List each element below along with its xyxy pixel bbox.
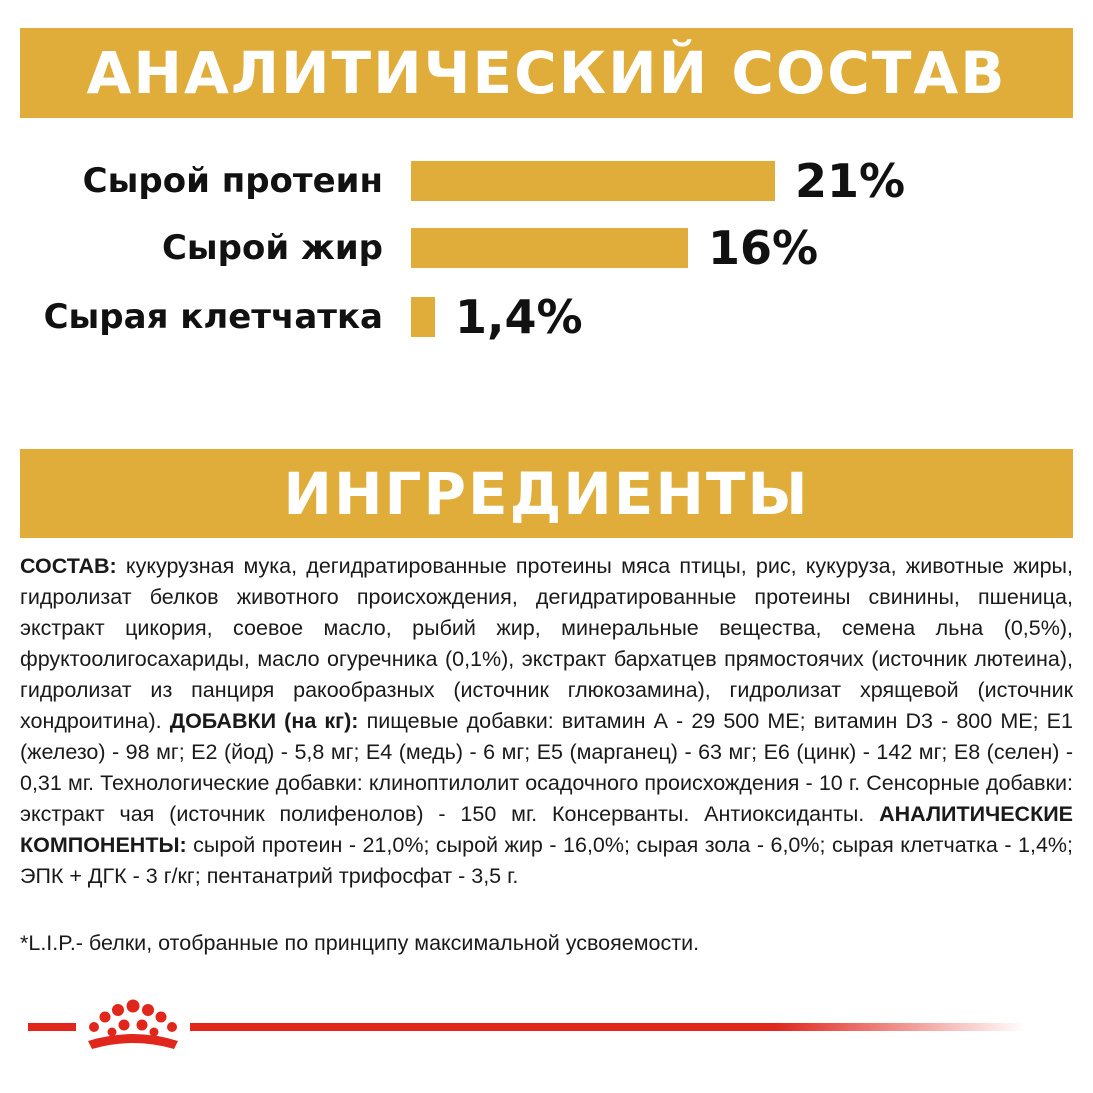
- additives-label: ДОБАВКИ (на кг):: [161, 709, 359, 733]
- footnote: *L.I.P.- белки, отобранные по принципу максимальной усвояемости.: [20, 931, 700, 955]
- analysis-row-fat: [0, 221, 1093, 275]
- ingredients-title: ИНГРЕДИЕНТЫ: [20, 449, 1073, 538]
- footer-red-line-right: [190, 1023, 1025, 1031]
- analysis-label: Сырая клетчатка: [43, 297, 383, 337]
- composition-text: кукурузная мука, дегидратированные протеины мяса птицы, рис, кукуруза, животные жиры, гидролизат белков животного происхождения, дегидратированные протеины свинины, пшеница, экстракт цикория, соевое масло, рыбий жир, минеральные вещества, семена льна (0,5%), фруктоолигосахариды, масло огуречника (0,1%), экстракт бархатцев прямостоячих (источник лютеина), гидролизат из панциря ракообразных (источник глюкозамина), гидролизат хрящевой (источник хондроитина).: [20, 554, 1073, 733]
- analysis-value: 1,4%: [455, 290, 583, 344]
- analysis-title: АНАЛИТИЧЕСКИЙ СОСТАВ: [20, 28, 1073, 118]
- analytic-components-label: АНАЛИТИЧЕСКИЕ КОМПОНЕНТЫ:: [20, 802, 1073, 857]
- analytic-components-text: сырой протеин - 21,0%; сырой жир - 16,0%; сырая зола - 6,0%; сырая клетчатка - 1,4%; ЭПК + ДГК - 3 г/кг; пентанатрий трифосфат - 3,5 г.: [20, 833, 1073, 888]
- analysis-bar: [411, 161, 775, 201]
- analysis-label: Сырой жир: [161, 228, 383, 268]
- analysis-bar: [411, 297, 435, 337]
- analysis-bar: [411, 228, 688, 268]
- analysis-row-protein: [0, 154, 1093, 208]
- additives-text: пищевые добавки: витамин А - 29 500 МЕ; витамин D3 - 800 МЕ; Е1 (железо) - 98 мг; Е2 (йод) - 5,8 мг; Е4 (медь) - 6 мг; Е5 (марганец) - 63 мг; Е6 (цинк) - 142 мг; Е8 (селен) - 0,31 мг. Технологические добавки: клиноптилолит осадочного происхождения - 10 г. Сенсорные добавки: экстракт чая (источник полифенолов) - 150 мг. Консерванты. Антиоксиданты.: [20, 709, 1073, 826]
- analysis-row-fiber: [0, 290, 1093, 344]
- analysis-value: 16%: [708, 221, 819, 275]
- royal-canin-crown-icon: [74, 997, 192, 1059]
- footer-red-line-left: [28, 1023, 76, 1031]
- composition-label: СОСТАВ:: [20, 554, 117, 578]
- ingredients-body: [20, 551, 1073, 892]
- analysis-label: Сырой протеин: [82, 161, 383, 201]
- analysis-value: 21%: [795, 154, 906, 208]
